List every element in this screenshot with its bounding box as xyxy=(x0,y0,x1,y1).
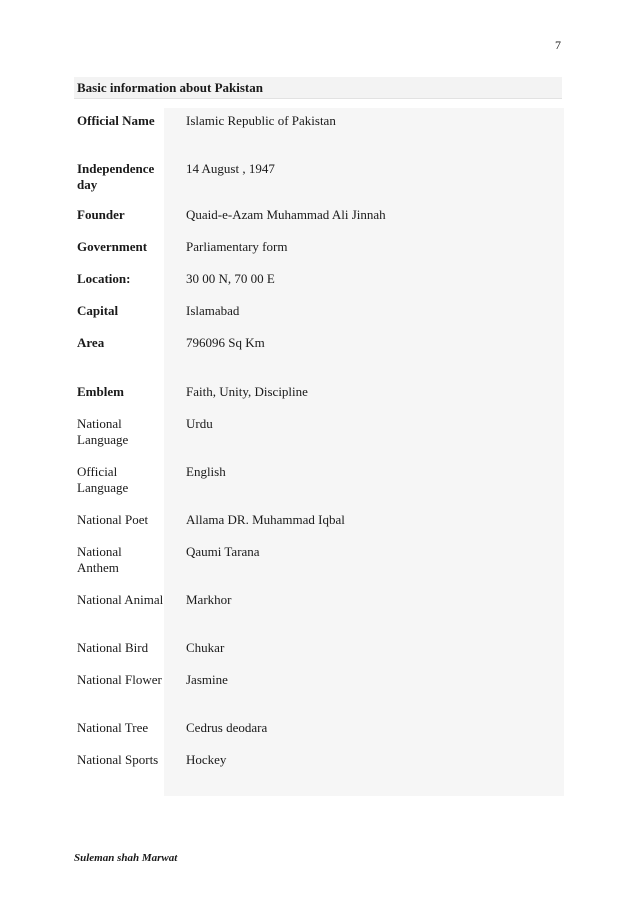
footer-author: Suleman shah Marwat xyxy=(74,852,178,864)
row-value: Chukar xyxy=(186,640,225,655)
row-label: Emblem xyxy=(77,384,124,399)
row-value: Allama DR. Muhammad Iqbal xyxy=(186,512,345,527)
row-value: Urdu xyxy=(186,416,213,431)
row-value: Markhor xyxy=(186,592,232,607)
row-label: Location: xyxy=(77,271,131,286)
row-label: Capital xyxy=(77,303,119,318)
row-label: National Poet xyxy=(77,512,149,527)
row-value: Parliamentary form xyxy=(186,239,288,254)
row-value: Hockey xyxy=(186,752,227,767)
row-value: 30 00 N, 70 00 E xyxy=(186,271,275,286)
row-label: National Sports xyxy=(77,752,159,767)
row-label: National Bird xyxy=(77,640,149,655)
row-label: National Animal xyxy=(77,592,164,607)
row-label: National Tree xyxy=(77,720,149,735)
table-heading-bar xyxy=(74,77,562,99)
row-value: Cedrus deodara xyxy=(186,720,268,735)
row-label: Official Language xyxy=(77,464,129,495)
row-value: English xyxy=(186,464,226,479)
row-value: Quaid-e-Azam Muhammad Ali Jinnah xyxy=(186,207,386,222)
row-label: National Anthem xyxy=(77,544,122,575)
row-label: Independence day xyxy=(77,161,155,192)
row-label: National Flower xyxy=(77,672,162,687)
row-label: Area xyxy=(77,335,105,350)
row-value: Jasmine xyxy=(186,672,228,687)
row-value: Islamabad xyxy=(186,303,240,318)
row-value: Faith, Unity, Discipline xyxy=(186,384,308,399)
row-label: Government xyxy=(77,239,148,254)
row-value: Qaumi Tarana xyxy=(186,544,260,559)
row-label: Official Name xyxy=(77,113,155,128)
row-label: National Language xyxy=(77,416,129,447)
page-number: 7 xyxy=(555,38,561,52)
row-value: Islamic Republic of Pakistan xyxy=(186,113,336,128)
row-label: Founder xyxy=(77,207,125,222)
table-heading: Basic information about Pakistan xyxy=(77,80,263,95)
row-value: 14 August , 1947 xyxy=(186,161,275,176)
row-value: 796096 Sq Km xyxy=(186,335,265,350)
